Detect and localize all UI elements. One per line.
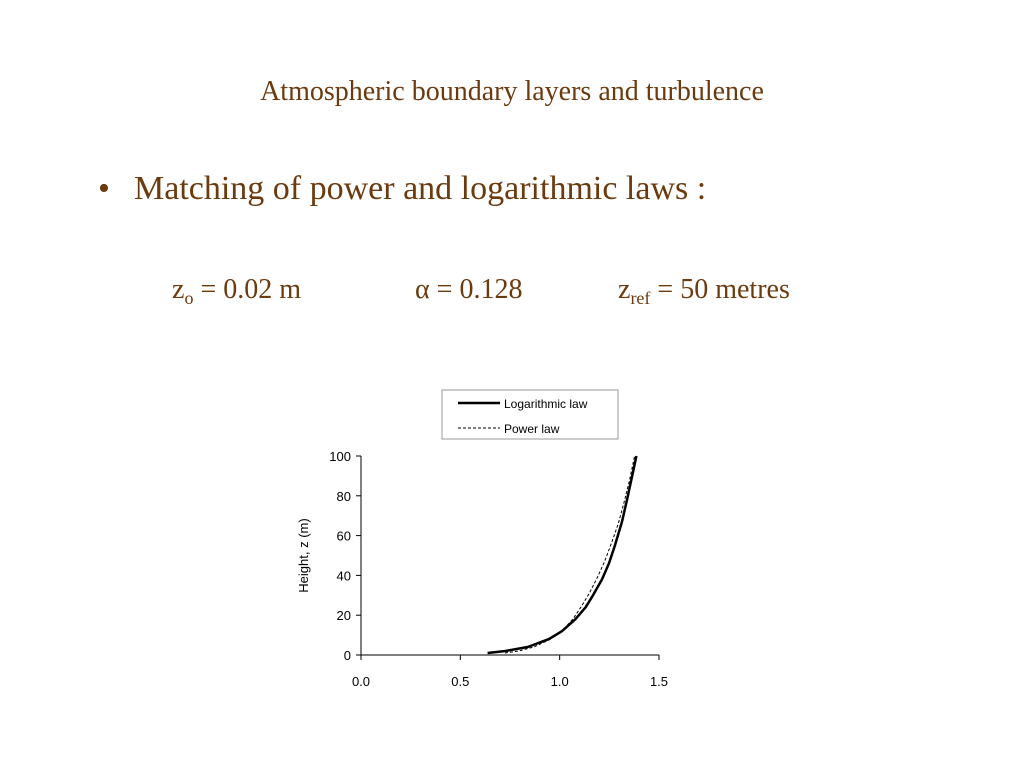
param-z0-subscript: o [184,288,194,308]
chart-axes [356,456,659,660]
y-tick-label: 40 [336,568,351,584]
slide-title: Atmospheric boundary layers and turbulence [260,76,764,107]
x-tick-label: 0.0 [351,674,371,689]
param-alpha-symbol: α [415,274,430,305]
legend-label: Logarithmic law [504,397,588,411]
chart-legend [442,390,618,439]
x-tick-label: 0.5 [451,674,470,689]
legend-label: Power law [504,422,560,436]
param-z0-symbol: z [172,274,185,305]
bullet-text: Matching of power and logarithmic laws : [134,170,707,207]
series-line-logarithmic-law [488,456,637,653]
y-tick-label: 0 [343,648,351,663]
y-tick-label: 80 [336,488,351,504]
param-z0-value: = 0.02 m [193,274,302,305]
param-zref-value: = 50 metres [650,274,790,305]
param-alpha-value: = 0.128 [429,274,523,305]
y-tick-label: 100 [329,449,351,464]
x-tick-label: 1.5 [649,674,669,689]
chart-series [488,456,637,653]
param-zref-symbol: z [618,274,631,305]
y-tick-label: 60 [336,528,351,544]
param-zref-subscript: ref [630,288,651,308]
y-axis-label: Height, z (m) [296,518,311,593]
bullet-dot: • [98,170,110,207]
x-tick-label: 1.0 [550,674,569,689]
y-tick-label: 20 [336,608,351,624]
